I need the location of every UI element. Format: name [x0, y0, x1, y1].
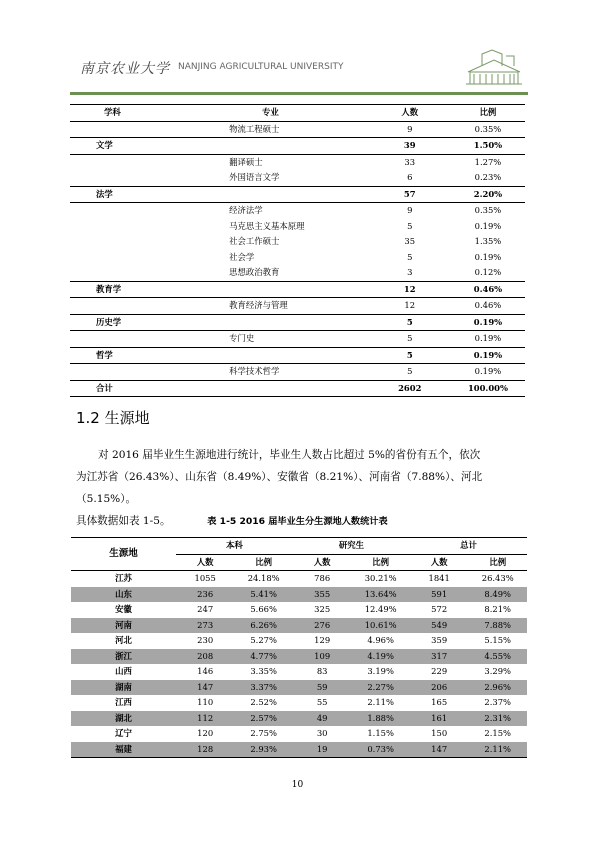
total-ratio-cell: 3.29% — [484, 666, 511, 676]
undergrad-count-cell: 273 — [176, 618, 235, 634]
subheader-ratio: 比例 — [351, 554, 410, 571]
graduate-ratio-cell: 13.64% — [351, 587, 410, 603]
graduate-count-cell: 19 — [293, 742, 352, 758]
category-cell — [70, 265, 172, 281]
category-cell — [70, 364, 172, 381]
header-divider — [70, 92, 528, 95]
total-count-cell: 206 — [410, 680, 469, 696]
category-cell: 合计 — [70, 380, 172, 397]
category-cell — [70, 203, 172, 219]
subheader-count: 人数 — [293, 554, 352, 571]
count-cell: 12 — [404, 300, 416, 310]
ratio-cell: 0.23% — [474, 172, 502, 182]
table-row — [71, 571, 527, 587]
count-cell: 6 — [407, 172, 413, 182]
graduate-ratio-cell: 4.96% — [367, 635, 394, 645]
total-ratio-cell: 5.15% — [484, 635, 511, 645]
paragraph-line: 为江苏省（26.43%）、山东省（8.49%）、安徽省（8.21%）、河南省（7.88%）、河北（5.15%）。 — [76, 471, 483, 505]
category-cell: 历史学 — [70, 314, 172, 331]
major-cell — [172, 347, 369, 364]
category-cell — [70, 121, 172, 138]
table-row — [70, 219, 525, 235]
undergrad-ratio-cell: 24.18% — [247, 573, 280, 583]
total-count-cell: 591 — [410, 587, 469, 603]
ratio-cell: 0.19% — [474, 251, 502, 262]
category-row — [70, 314, 525, 331]
origin-cell: 河南 — [71, 618, 176, 634]
total-ratio-cell: 2.15% — [484, 728, 511, 738]
category-cell — [70, 250, 172, 266]
undergrad-count-cell: 1055 — [194, 573, 216, 583]
count-cell: 5 — [407, 366, 413, 376]
subheader-count: 人数 — [176, 554, 235, 571]
total-count-cell: 572 — [431, 604, 448, 614]
major-cell: 经济法学 — [229, 205, 263, 215]
undergrad-ratio-cell: 5.41% — [234, 587, 293, 603]
major-cell: 科学技术哲学 — [229, 366, 280, 376]
category-row — [70, 347, 525, 364]
count-cell: 5 — [369, 347, 451, 364]
major-cell: 外国语言文学 — [229, 172, 280, 182]
major-cell: 社会工作硕士 — [229, 236, 280, 246]
count-cell: 2602 — [369, 380, 451, 397]
major-cell — [172, 138, 369, 155]
undergrad-ratio-cell: 2.93% — [234, 742, 293, 758]
table-row — [71, 711, 527, 727]
ratio-cell: 0.35% — [474, 205, 502, 215]
category-cell — [70, 331, 172, 348]
ratio-cell: 0.19% — [474, 220, 502, 231]
undergrad-count-cell: 147 — [176, 680, 235, 696]
table-row — [71, 680, 527, 696]
paragraph-line: 对 2016 届毕业生生源地进行统计，毕业生人数占比超过 5%的省份有五个，依次 — [98, 449, 481, 461]
table-row — [71, 649, 527, 665]
undergrad-count-cell: 112 — [176, 711, 235, 727]
column-header: 比例 — [451, 105, 525, 122]
origin-statistics-table — [71, 537, 527, 758]
major-cell: 社会学 — [229, 251, 255, 262]
count-cell: 5 — [407, 251, 413, 262]
graduate-count-cell: 129 — [314, 635, 331, 645]
graduate-count-cell: 49 — [293, 711, 352, 727]
table-row — [70, 298, 525, 315]
category-cell: 文学 — [70, 138, 172, 155]
major-cell: 马克思主义基本原理 — [229, 220, 305, 231]
graduate-count-cell: 355 — [293, 587, 352, 603]
table-row — [71, 618, 527, 634]
page-number: 10 — [291, 780, 304, 790]
category-row — [70, 138, 525, 155]
graduate-count-cell: 276 — [293, 618, 352, 634]
major-cell: 专门史 — [229, 333, 255, 343]
total-count-cell: 1841 — [428, 573, 450, 583]
section-title: 1.2 生源地 — [76, 409, 150, 427]
graduate-ratio-cell: 12.49% — [364, 604, 397, 614]
ratio-cell: 0.19% — [474, 333, 502, 343]
graduate-count-cell: 59 — [293, 680, 352, 696]
undergrad-ratio-cell: 2.52% — [250, 697, 277, 707]
total-ratio-cell: 2.31% — [468, 711, 527, 727]
count-cell: 5 — [369, 314, 451, 331]
undergrad-count-cell: 236 — [176, 587, 235, 603]
ratio-cell: 0.12% — [474, 267, 502, 277]
undergrad-count-cell: 120 — [197, 728, 214, 738]
major-cell: 翻译硕士 — [229, 156, 263, 167]
column-header: 人数 — [369, 105, 451, 122]
ratio-cell: 1.50% — [451, 138, 525, 155]
graduate-count-cell: 30 — [316, 728, 328, 738]
table-row — [71, 742, 527, 758]
major-cell — [172, 380, 369, 397]
ratio-cell: 2.20% — [451, 186, 525, 203]
table-row — [71, 602, 527, 618]
count-cell: 9 — [407, 123, 413, 134]
origin-cell: 河北 — [115, 635, 132, 645]
table-row — [70, 234, 525, 250]
category-row — [70, 281, 525, 298]
paragraph-line: 具体数据如表 1-5。 — [76, 515, 171, 527]
undergrad-ratio-cell: 3.35% — [250, 666, 277, 676]
graduate-count-cell: 325 — [314, 604, 331, 614]
graduate-ratio-cell: 10.61% — [351, 618, 410, 634]
table-row — [70, 203, 525, 219]
ratio-cell: 0.19% — [451, 314, 525, 331]
total-count-cell: 229 — [431, 666, 448, 676]
total-ratio-cell: 7.88% — [468, 618, 527, 634]
total-count-cell: 165 — [431, 697, 448, 707]
total-count-cell: 549 — [410, 618, 469, 634]
origin-cell: 江西 — [115, 697, 132, 707]
graduate-ratio-cell: 30.21% — [364, 573, 397, 583]
major-cell — [172, 281, 369, 298]
origin-cell: 辽宁 — [115, 728, 132, 738]
category-cell — [70, 298, 172, 315]
total-ratio-cell: 2.11% — [468, 742, 527, 758]
ratio-cell: 0.19% — [451, 347, 525, 364]
undergrad-ratio-cell: 6.26% — [234, 618, 293, 634]
origin-cell: 山东 — [71, 587, 176, 603]
count-cell: 5 — [407, 333, 413, 343]
graduate-count-cell: 109 — [293, 649, 352, 665]
count-cell: 57 — [369, 186, 451, 203]
table-header-row — [70, 105, 525, 122]
major-cell — [172, 186, 369, 203]
total-count-cell: 150 — [431, 728, 448, 738]
undergrad-ratio-cell: 3.37% — [234, 680, 293, 696]
graduate-ratio-cell: 2.27% — [351, 680, 410, 696]
table-row — [71, 664, 527, 680]
undergrad-ratio-cell: 5.27% — [250, 635, 277, 645]
count-cell: 5 — [407, 220, 413, 231]
origin-cell: 湖南 — [71, 680, 176, 696]
graduate-count-cell: 55 — [316, 697, 328, 707]
total-ratio-cell: 4.55% — [468, 649, 527, 665]
undergrad-count-cell: 230 — [197, 635, 214, 645]
total-ratio-cell: 8.49% — [468, 587, 527, 603]
table-row — [70, 265, 525, 281]
origin-cell: 浙江 — [71, 649, 176, 665]
undergrad-count-cell: 146 — [197, 666, 214, 676]
subheader-ratio: 比例 — [468, 554, 527, 571]
category-cell: 法学 — [70, 186, 172, 203]
undergrad-count-cell: 208 — [176, 649, 235, 665]
graduate-count-cell: 83 — [316, 666, 328, 676]
table-row — [70, 250, 525, 266]
count-cell: 35 — [404, 236, 416, 246]
ratio-cell: 0.35% — [474, 123, 502, 134]
major-cell: 思想政治教育 — [229, 267, 280, 277]
major-cell — [172, 314, 369, 331]
graduate-ratio-cell: 2.11% — [367, 697, 394, 707]
table-row — [70, 331, 525, 348]
table-row — [70, 121, 525, 138]
graduate-ratio-cell: 1.15% — [367, 728, 394, 738]
category-cell — [70, 219, 172, 235]
origin-header: 生源地 — [71, 538, 176, 571]
undergrad-count-cell: 247 — [197, 604, 214, 614]
table-row — [71, 695, 527, 711]
major-distribution-table — [70, 104, 525, 397]
total-count-cell: 147 — [410, 742, 469, 758]
undergrad-count-cell: 110 — [197, 697, 214, 707]
total-count-cell: 161 — [410, 711, 469, 727]
university-name-en: NANJING AGRICULTURAL UNIVERSITY — [178, 62, 344, 72]
undergrad-ratio-cell: 4.77% — [234, 649, 293, 665]
campus-building-icon — [462, 44, 526, 88]
count-cell: 33 — [404, 156, 416, 167]
group-header-total: 总计 — [410, 538, 527, 555]
ratio-cell: 0.46% — [474, 300, 502, 310]
count-cell: 12 — [369, 281, 451, 298]
graduate-ratio-cell: 0.73% — [351, 742, 410, 758]
major-cell: 物流工程硕士 — [229, 123, 280, 134]
category-cell — [70, 234, 172, 250]
undergrad-ratio-cell: 2.75% — [250, 728, 277, 738]
graduate-ratio-cell: 4.19% — [351, 649, 410, 665]
graduate-ratio-cell: 1.88% — [351, 711, 410, 727]
university-logo-cn: 南京农业大学 — [80, 61, 170, 77]
category-row — [70, 186, 525, 203]
undergrad-ratio-cell: 5.66% — [250, 604, 277, 614]
origin-cell: 安徽 — [115, 604, 132, 614]
total-count-cell: 317 — [410, 649, 469, 665]
origin-cell: 湖北 — [71, 711, 176, 727]
graduate-count-cell: 786 — [314, 573, 331, 583]
undergrad-count-cell: 128 — [176, 742, 235, 758]
category-cell — [70, 170, 172, 186]
origin-cell: 山西 — [115, 666, 132, 676]
total-ratio-cell: 26.43% — [481, 573, 514, 583]
table-row — [70, 154, 525, 170]
ratio-cell: 1.35% — [474, 236, 502, 246]
category-cell: 哲学 — [70, 347, 172, 364]
total-ratio-cell: 2.37% — [484, 697, 511, 707]
group-header-graduate: 研究生 — [293, 538, 410, 555]
count-cell: 39 — [369, 138, 451, 155]
total-count-cell: 359 — [431, 635, 448, 645]
table-row — [70, 170, 525, 186]
ratio-cell: 0.46% — [451, 281, 525, 298]
table-row — [71, 633, 527, 649]
page-header — [70, 44, 528, 96]
table-row — [71, 726, 527, 742]
group-header-undergrad: 本科 — [176, 538, 293, 555]
column-header: 学科 — [70, 105, 172, 122]
count-cell: 9 — [407, 205, 413, 215]
undergrad-ratio-cell: 2.57% — [234, 711, 293, 727]
origin-cell: 福建 — [71, 742, 176, 758]
origin-cell: 江苏 — [115, 573, 132, 583]
ratio-cell: 1.27% — [474, 156, 502, 167]
ratio-cell: 100.00% — [451, 380, 525, 397]
ratio-cell: 0.19% — [474, 366, 502, 376]
total-ratio-cell: 2.96% — [468, 680, 527, 696]
category-cell — [70, 154, 172, 170]
subheader-ratio: 比例 — [234, 554, 293, 571]
major-cell: 教育经济与管理 — [229, 300, 288, 310]
category-cell: 教育学 — [70, 281, 172, 298]
table-row — [71, 587, 527, 603]
table-row — [70, 364, 525, 381]
table-caption: 表 1-5 2016 届毕业生分生源地人数统计表 — [207, 516, 388, 527]
total-row — [70, 380, 525, 397]
subheader-count: 人数 — [410, 554, 469, 571]
total-ratio-cell: 8.21% — [484, 604, 511, 614]
graduate-ratio-cell: 3.19% — [367, 666, 394, 676]
column-header: 专业 — [172, 105, 369, 122]
count-cell: 3 — [407, 267, 413, 277]
